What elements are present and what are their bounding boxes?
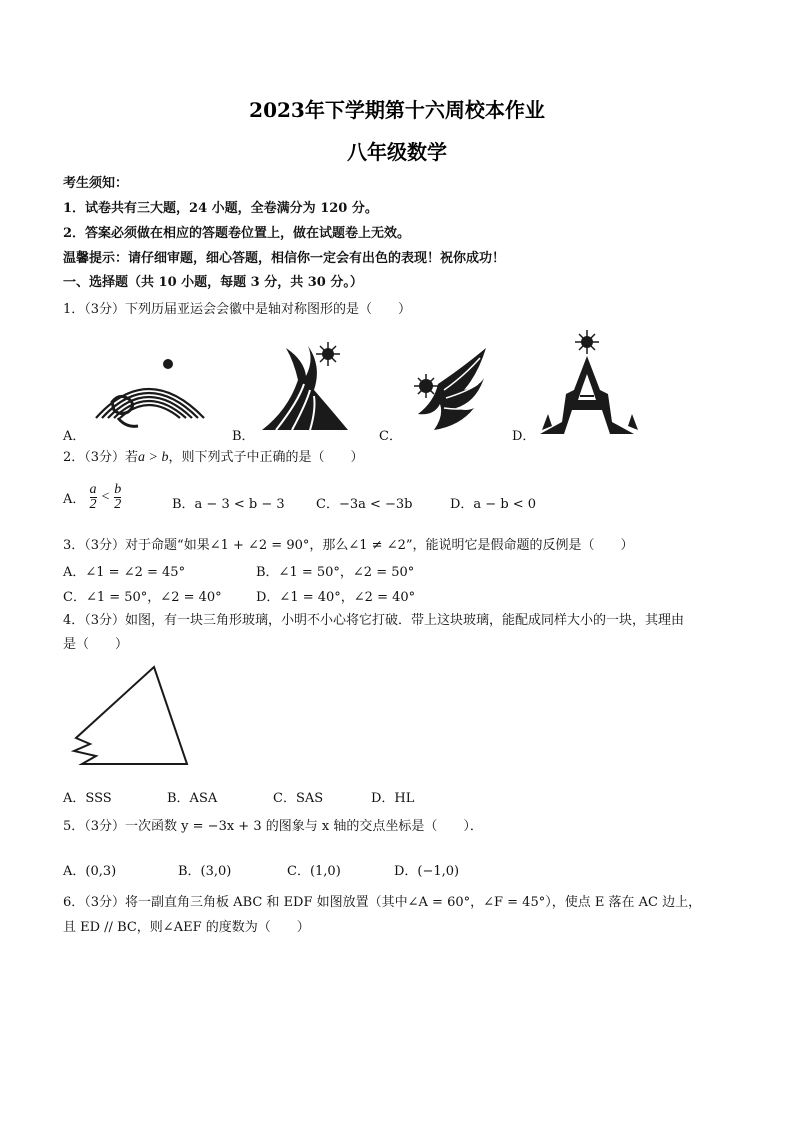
- question-4-option-b[interactable]: B．ASA: [167, 791, 218, 806]
- question-2-option-c[interactable]: C．−3a < −3b: [316, 497, 413, 512]
- fraction-denominator: 2: [114, 497, 122, 512]
- page-subtitle: 八年级数学: [347, 140, 447, 164]
- question-1-stem: 1．（3分）下列历届亚运会会徽中是轴对称图形的是（ ）: [63, 302, 412, 317]
- question-1-option-d[interactable]: D．: [512, 429, 536, 444]
- section-heading: 一、选择题（共 10 小题，每题 3 分，共 30 分。）: [63, 275, 363, 290]
- question-3-stem: 3．（3分）对于命题“如果∠1 + ∠2 = 90°，那么∠1 ≠ ∠2”，能说明它是假命题的反例是（ ）: [63, 538, 634, 553]
- question-2-condition: a > b: [138, 450, 169, 465]
- notice-item-2: 2．答案必须做在相应的答题卷位置上，做在试题卷上无效。: [63, 226, 411, 241]
- question-2-option-b[interactable]: B．a − 3 < b − 3: [172, 497, 285, 512]
- question-5-stem: 5．（3分）一次函数 y = −3x + 3 的图象与 x 轴的交点坐标是（ ）．: [63, 819, 483, 834]
- question-2-stem: [63, 449, 364, 466]
- question-4-stem-line-2: 是（ ）: [63, 637, 129, 652]
- question-4-stem-line-1: 4．（3分）如图，有一块三角形玻璃，小明不小心将它打破．带上这块玻璃，能配成同样大小的一块，其理由: [63, 613, 685, 628]
- question-3-option-b[interactable]: B．∠1 = 50°，∠2 = 50°: [256, 565, 415, 580]
- question-4-option-d[interactable]: D．HL: [371, 791, 415, 806]
- question-6-stem-line-1: 6．（3分）将一副直角三角板 ABC 和 EDF 如图放置（其中∠A = 60°，∠F = 45°），使点 E 落在 AC 边上，: [63, 895, 702, 910]
- broken-triangle-glass-figure: [70, 664, 192, 770]
- question-2-stem-prefix: 2．（3分）若: [63, 450, 139, 465]
- question-5-option-d[interactable]: D．(−1,0): [394, 864, 460, 879]
- asian-games-logo-c-icon: [404, 346, 490, 432]
- question-2-stem-suffix: ，则下列式子中正确的是（ ）: [168, 450, 364, 465]
- asian-games-logo-d-icon: [540, 330, 640, 436]
- question-3-option-c[interactable]: C．∠1 = 50°，∠2 = 40°: [63, 590, 222, 605]
- question-4-option-a[interactable]: A．SSS: [63, 791, 112, 806]
- question-4-option-c[interactable]: C．SAS: [273, 791, 324, 806]
- less-than-sign: <: [100, 489, 111, 505]
- question-2-option-d[interactable]: D．a − b < 0: [450, 497, 537, 512]
- fraction-a-over-2: [90, 483, 97, 512]
- notice-item-1: 1．试卷共有三大题，24 小题，全卷满分为 120 分。: [63, 201, 378, 216]
- asian-games-logo-a-icon: [90, 352, 210, 434]
- question-3-option-d[interactable]: D．∠1 = 40°，∠2 = 40°: [256, 590, 416, 605]
- fraction-numerator: b: [114, 482, 122, 497]
- question-1-option-a[interactable]: A．: [63, 429, 86, 444]
- notice-heading: 考生须知：: [63, 176, 129, 191]
- question-6-stem-line-2: 且 ED // BC，则∠AEF 的度数为（ ）: [63, 920, 310, 935]
- fraction-b-over-2: [114, 483, 121, 512]
- question-5-option-b[interactable]: B．(3,0): [178, 864, 232, 879]
- question-5-option-a[interactable]: A．(0,3): [63, 864, 117, 879]
- question-2-option-a-label: A．: [63, 492, 86, 507]
- question-1-option-c[interactable]: C．: [379, 429, 402, 444]
- question-2-option-a[interactable]: [63, 483, 121, 512]
- question-3-option-a[interactable]: A．∠1 = ∠2 = 45°: [63, 565, 186, 580]
- question-5-option-c[interactable]: C．(1,0): [287, 864, 341, 879]
- fraction-denominator: 2: [89, 497, 97, 512]
- notice-tip: 温馨提示：请仔细审题，细心答题，相信你一定会有出色的表现！祝你成功！: [63, 251, 506, 266]
- asian-games-logo-b-icon: [258, 340, 352, 432]
- fraction-numerator: a: [89, 482, 97, 497]
- page-title: 2023年下学期第十六周校本作业: [249, 98, 545, 122]
- question-1-option-b[interactable]: B．: [232, 429, 255, 444]
